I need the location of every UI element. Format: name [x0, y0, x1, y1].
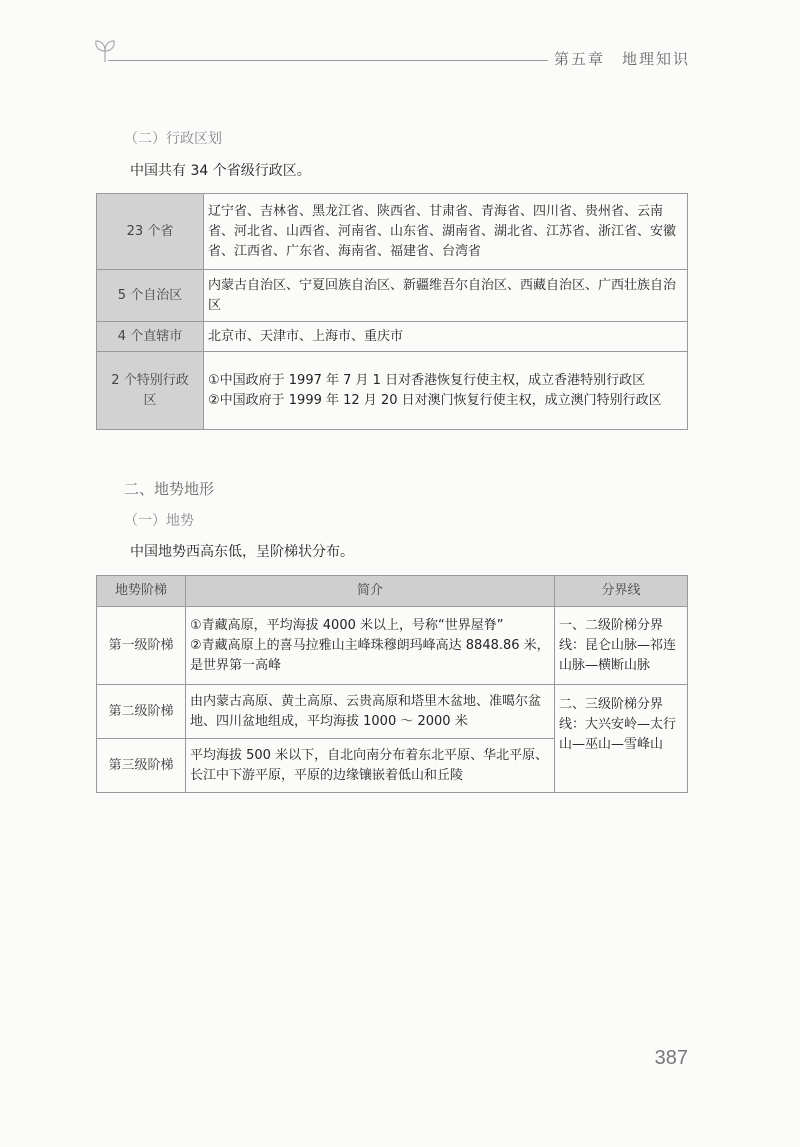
admin-division-table	[96, 193, 688, 430]
table-row	[97, 270, 688, 322]
row-label: 4 个直辖市	[97, 322, 204, 352]
table-row	[97, 322, 688, 352]
column-header: 分界线	[555, 576, 688, 607]
step-description	[186, 607, 555, 685]
chapter-title: 第五章 地理知识	[553, 50, 690, 68]
step-label: 第一级阶梯	[97, 607, 186, 685]
sar-item-macau: ②中国政府于 1999 年 12 月 20 日对澳门恢复行使主权，成立澳门特别行政区	[208, 392, 662, 408]
row-content	[204, 352, 688, 430]
terrain-step-table	[96, 575, 688, 793]
table-row	[97, 607, 688, 685]
header-divider	[108, 60, 548, 61]
table-header-row	[97, 576, 688, 607]
row-content: 北京市、天津市、上海市、重庆市	[204, 322, 688, 352]
row-label: 2 个特别行政区	[97, 352, 204, 430]
row-content: 辽宁省、吉林省、黑龙江省、陕西省、甘肃省、青海省、四川省、贵州省、云南省、河北省、山西省、河南省、山东省、湖南省、湖北省、江苏省、浙江省、安徽省、江西省、广东省、海南省、福建省、台湾省	[204, 194, 688, 270]
step-description: 平均海拔 500 米以下，自北向南分布着东北平原、华北平原、长江中下游平原，平原的边缘镶嵌着低山和丘陵	[186, 739, 555, 793]
terrain-heading: 二、地势地形	[124, 480, 215, 498]
page-number: 387	[654, 1047, 688, 1069]
admin-heading: （二）行政区划	[124, 131, 222, 147]
row-content: 内蒙古自治区、宁夏回族自治区、新疆维吾尔自治区、西藏自治区、广西壮族自治区	[204, 270, 688, 322]
row-label: 5 个自治区	[97, 270, 204, 322]
step-label: 第二级阶梯	[97, 685, 186, 739]
boundary-line: 一、二级阶梯分界线：昆仑山脉—祁连山脉—横断山脉	[555, 607, 688, 685]
step-label: 第三级阶梯	[97, 739, 186, 793]
terrain-subheading: （一）地势	[124, 513, 194, 529]
table-row	[97, 194, 688, 270]
admin-intro: 中国共有 34 个省级行政区。	[130, 163, 311, 179]
column-header: 地势阶梯	[97, 576, 186, 607]
description-line: ②青藏高原上的喜马拉雅山主峰珠穆朗玛峰高达 8848.86 米，是世界第一高峰	[190, 637, 550, 673]
description-line: ①青藏高原，平均海拔 4000 米以上，号称“世界屋脊”	[190, 617, 504, 633]
row-label: 23 个省	[97, 194, 204, 270]
sar-item-hongkong: ①中国政府于 1997 年 7 月 1 日对香港恢复行使主权，成立香港特别行政区	[208, 372, 646, 388]
terrain-intro: 中国地势西高东低，呈阶梯状分布。	[130, 544, 354, 560]
table-row	[97, 685, 688, 739]
table-row	[97, 352, 688, 430]
step-description: 由内蒙古高原、黄土高原、云贵高原和塔里木盆地、准噶尔盆地、四川盆地组成，平均海拔 1000 ～ 2000 米	[186, 685, 555, 739]
column-header: 简介	[186, 576, 555, 607]
boundary-line: 二、三级阶梯分界线：大兴安岭—太行山—巫山—雪峰山	[555, 685, 688, 793]
